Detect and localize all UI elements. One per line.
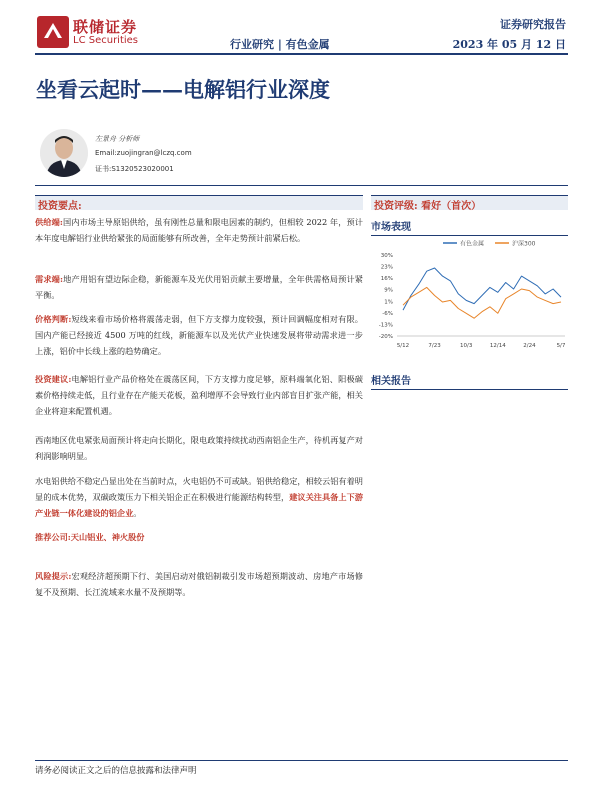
price-text: 短线来看市场价格将震荡走弱，但下方支撑力度较强，预计回调幅度相对有限。国内产能已经接近 4500 万吨的红线，新能源车以及光伏产业快速发展将带动需求进一步上涨，铝价中长线上涨的趋势确定。 <box>35 314 363 356</box>
hydro-text: 水电铝供给不稳定凸显出处在当前时点，火电铝仍不可或缺。铝供给稳定，相较云铝有着明显的成本优势，双碳政策压力下相关铝企正在积极进行能源结构转型， <box>35 476 363 502</box>
demand-label: 需求端: <box>35 274 64 284</box>
demand-text: 地产用铝有望边际企稳，新能源车及光伏用铝贡献主要增量，全年供需格局预计紧平衡。 <box>35 274 363 300</box>
price-label: 价格判断: <box>35 314 72 324</box>
x-tick-label: 7/23 <box>428 343 441 349</box>
investment-rating: 投资评级: 看好（首次） <box>374 201 482 212</box>
hydro-paragraph <box>35 473 363 521</box>
chart-legend <box>443 240 536 248</box>
market-title: 市场表现 <box>371 218 568 236</box>
related-title: 相关报告 <box>371 372 568 390</box>
person-icon <box>40 129 88 177</box>
price-paragraph <box>35 311 363 359</box>
y-tick-label: -6% <box>382 310 393 317</box>
x-tick-label: 10/3 <box>460 343 473 349</box>
y-tick-label: 16% <box>380 276 393 283</box>
risk-label: 风险提示: <box>35 571 72 581</box>
x-tick-label: 5/12 <box>396 343 410 349</box>
southwest-paragraph: 西南地区优电紧张局面预计将走向长期化，限电政策持续扰动西南铝企生产，待机再复产对利润影响明显。 <box>35 435 363 461</box>
analyst-name: 左景舟 分析师 <box>95 135 140 143</box>
logo <box>37 14 162 54</box>
x-tick-label: 2/24 <box>523 343 536 349</box>
y-tick-label: 23% <box>380 264 393 271</box>
chart-x-axis <box>397 336 566 349</box>
risk-text: 宏观经济超预期下行、美国启动对俄铝制裁引发市场超预期波动、房地产市场修复不及预期、长江流域来水量不及预期等。 <box>35 571 363 597</box>
analyst-email: Email:zuojingran@lczq.com <box>95 149 192 157</box>
footer-divider <box>35 760 568 761</box>
risk-paragraph <box>35 568 363 600</box>
advice-paragraph <box>35 371 363 419</box>
legend-label-0: 有色金属 <box>460 240 485 248</box>
footer-disclaimer: 请务必阅读正文之后的信息披露和法律声明 <box>35 766 197 776</box>
report-category: 行业研究 | 有色金属 <box>230 38 330 51</box>
y-tick-label: 30% <box>380 253 393 259</box>
logo-cn: 联储证券 <box>73 18 138 36</box>
y-tick-label: 9% <box>384 287 393 294</box>
legend-label-1: 沪深300 <box>512 240 536 248</box>
advice-label: 投资建议: <box>35 374 72 384</box>
logo-en: LC Securities <box>73 35 139 46</box>
hydro-emphasis: 建议关注具备上下游产业链一体化建设的铝企业 <box>35 492 363 518</box>
report-type: 证券研究报告 <box>500 18 566 31</box>
x-tick-label: 5/7 <box>556 343 566 349</box>
chart-lines <box>403 268 561 318</box>
header-divider <box>35 53 568 55</box>
supply-text: 国内市场主导原铝供给，虽有刚性总量和限电因素的制约，但相较 2022 年，预计本年度电解铝行业供给紧张的局面能够有所改善，全年走势预计前紧后松。 <box>35 217 363 243</box>
analyst-avatar <box>40 129 88 177</box>
hydro-end: 。 <box>133 508 142 518</box>
rating-box <box>371 195 568 210</box>
series-line-1 <box>403 287 561 318</box>
key-points-title: 投资要点: <box>38 201 82 212</box>
supply-label: 供给端: <box>35 217 63 227</box>
recommend-label: 推荐公司: <box>35 532 71 542</box>
report-date: 2023 年 05 月 12 日 <box>452 38 566 51</box>
demand-paragraph <box>35 271 363 303</box>
recommend-text: 天山铝业、神火股份 <box>70 532 145 542</box>
chart-y-axis <box>379 253 393 340</box>
x-tick-label: 12/14 <box>489 343 506 349</box>
y-tick-label: -20% <box>378 334 393 340</box>
market-chart <box>371 233 568 353</box>
y-tick-label: -13% <box>378 322 393 329</box>
analyst-cert: 证书:S1320523020001 <box>95 165 174 173</box>
section-divider <box>35 185 568 186</box>
series-line-0 <box>403 268 561 310</box>
y-tick-label: 1% <box>384 299 393 306</box>
logo-icon <box>37 16 69 48</box>
advice-text: 电解铝行业产品价格处在震荡区间，下方支撑力度足够，原料端氧化铝、阳极碳素价格持续走低，且行业存在产能天花板，盈利增厚不会导致行业内部盲目扩张产能，相关企业将迎来配置机遇。 <box>35 374 363 416</box>
key-points-header <box>35 195 363 210</box>
supply-paragraph <box>35 214 363 246</box>
page-title: 坐看云起时——电解铝行业深度 <box>36 77 330 102</box>
recommend-paragraph <box>35 529 363 545</box>
